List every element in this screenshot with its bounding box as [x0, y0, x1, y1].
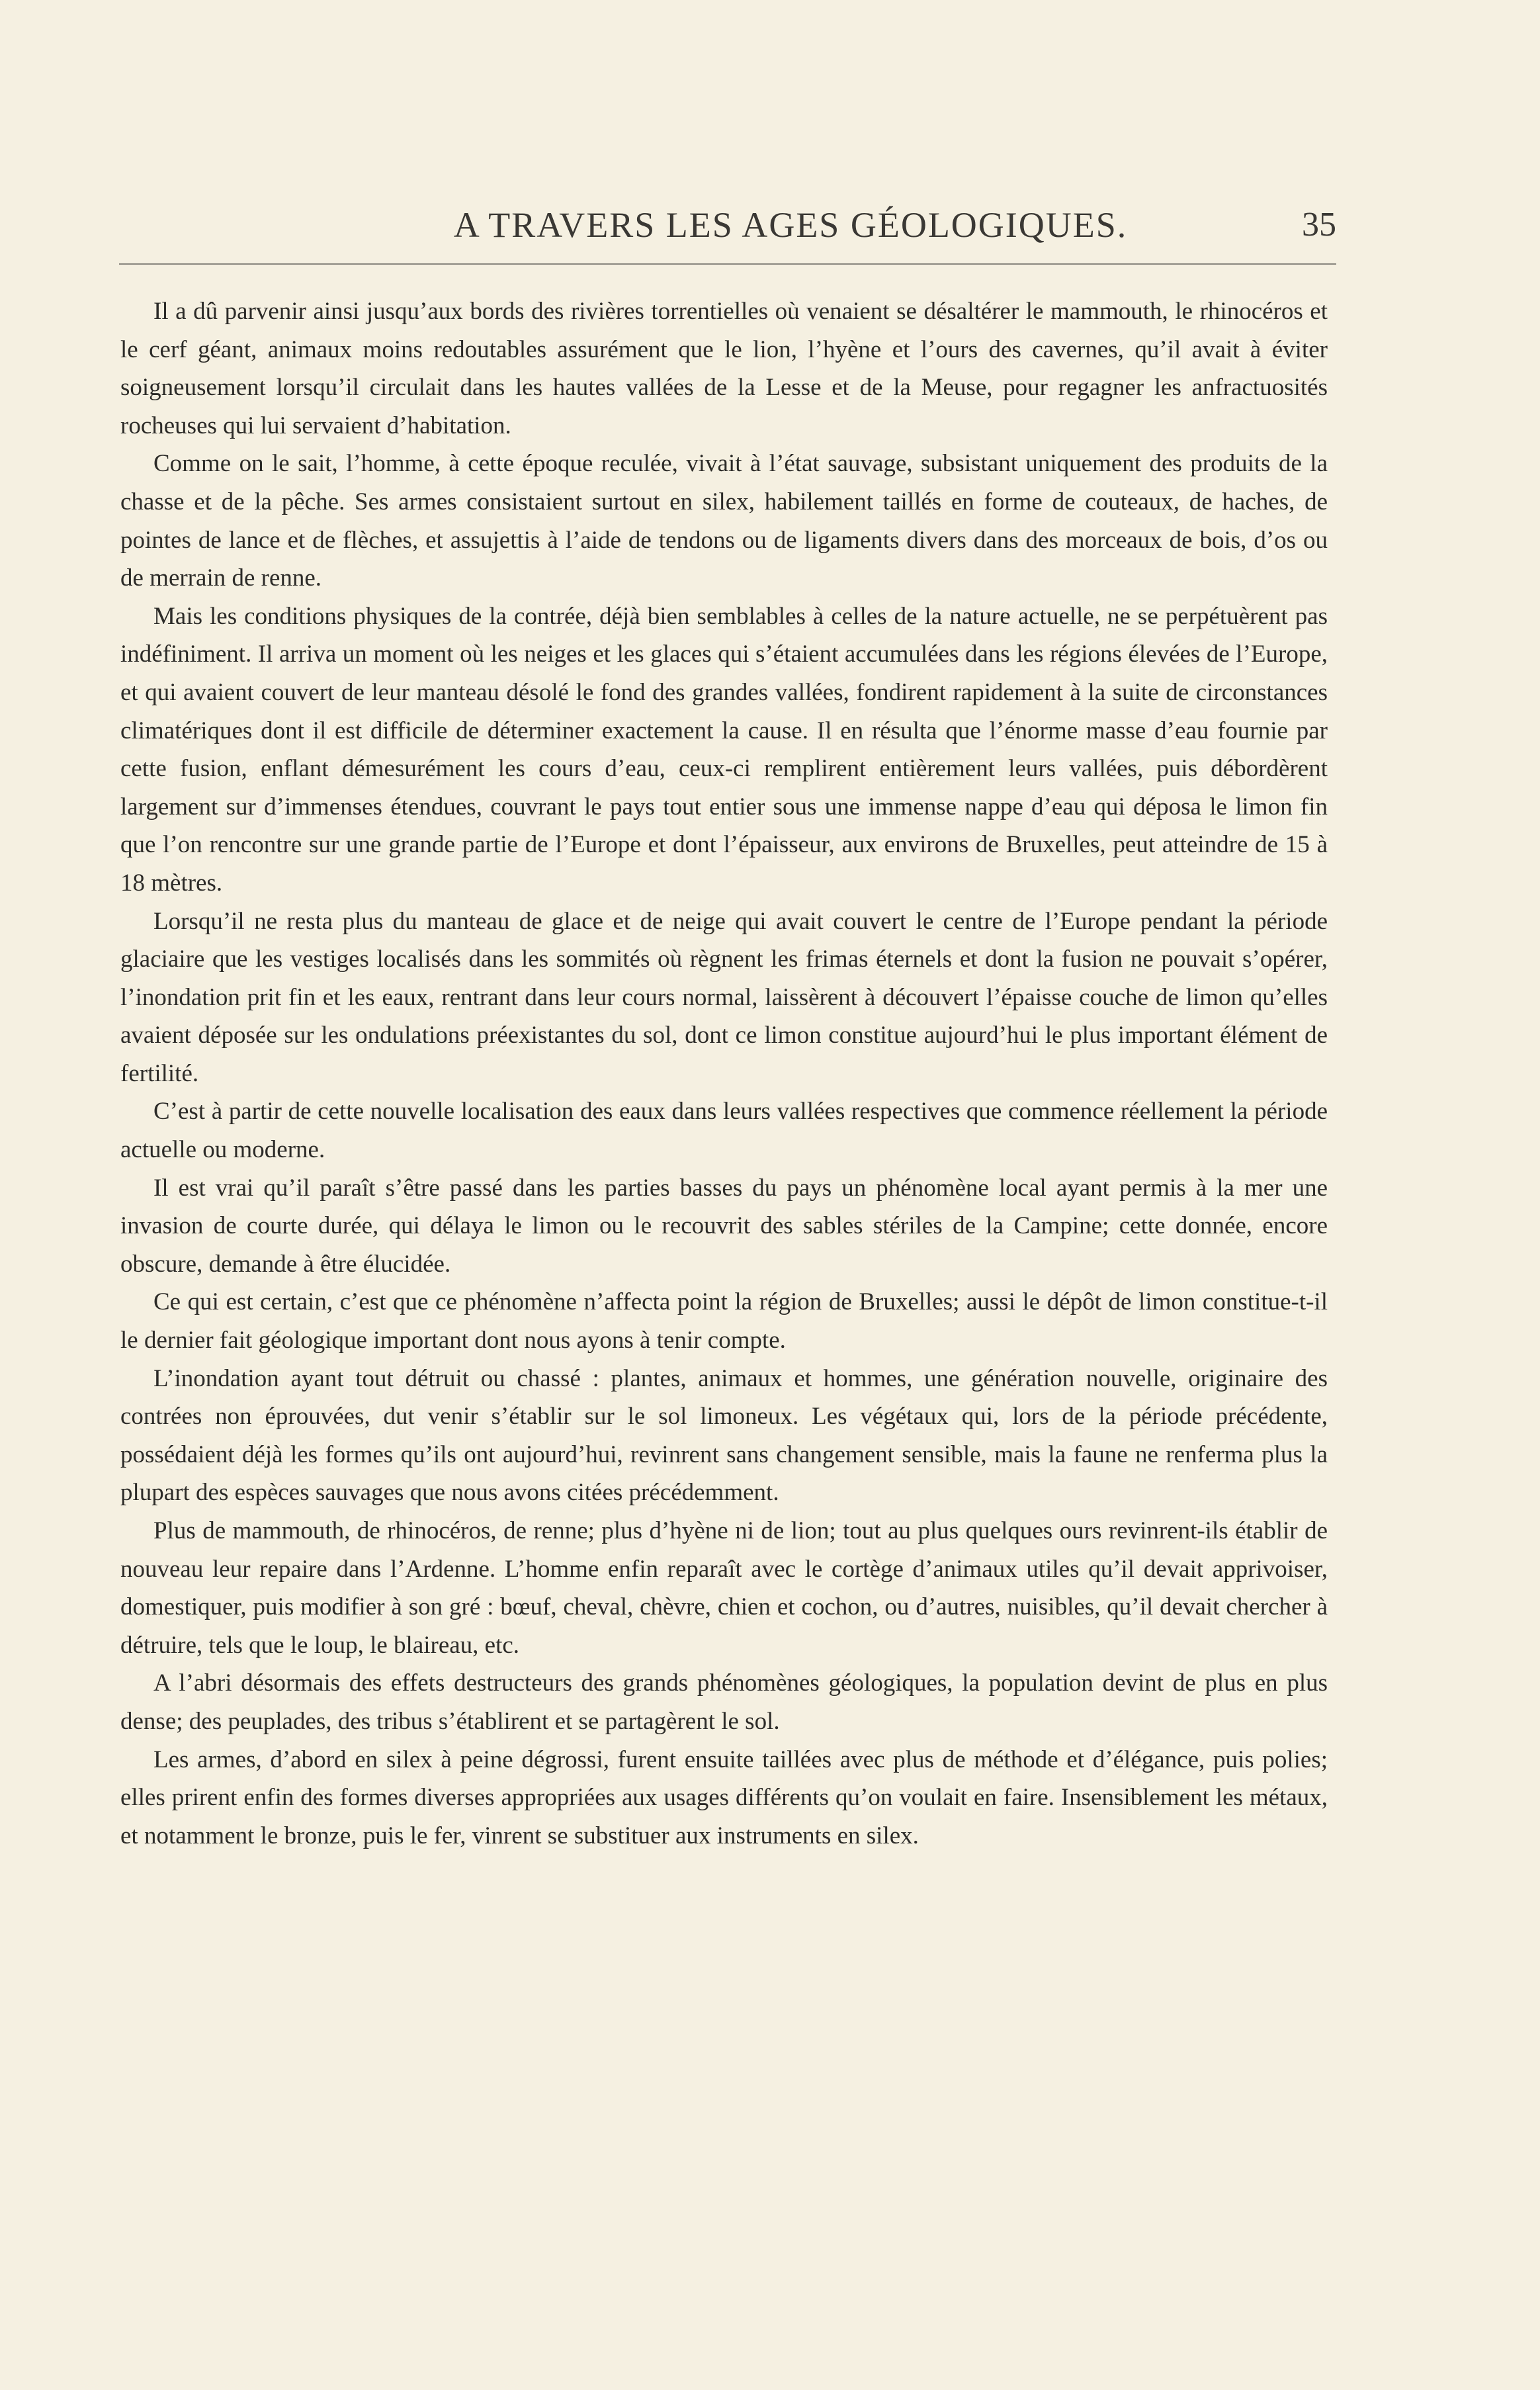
header-rule [119, 263, 1336, 265]
paragraph: Ce qui est certain, c’est que ce phénomène n’affecta point la région de Bruxelles; aussi le dépôt de limon constitue-t-il le dernier fait géologique important dont nous ayons à tenir compte. [120, 1288, 1328, 1354]
body-text [120, 292, 1328, 1855]
paragraph: Mais les conditions physiques de la contrée, déjà bien semblables à celles de la nature actuelle, ne se perpétuèrent pas indéfiniment. Il arriva un moment où les neiges et les glaces qui s’étaient accumulées dans les régions élevées de l’Europe, et qui avaient couvert de leur manteau désolé le fond des grandes vallées, fondirent rapidement à la suite de circonstances climatériques dont il est difficile de déterminer exactement la cause. Il en résulta que l’énorme masse d’eau fournie par cette fusion, enflant démesurément les cours d’eau, ceux-ci remplirent entièrement leurs vallées, puis débordèrent largement sur d’immenses étendues, couvrant le pays tout entier sous une immense nappe d’eau qui déposa le limon fin que l’on rencontre sur une grande partie de l’Europe et dont l’épaisseur, aux environs de Bruxelles, peut atteindre de 15 à 18 mètres. [120, 602, 1328, 897]
paragraph: Lorsqu’il ne resta plus du manteau de glace et de neige qui avait couvert le centre de l’Europe pendant la période glaciaire que les vestiges localisés dans les sommités où règnent les frimas éternels et dont la fusion ne pouvait s’opérer, l’inondation prit fin et les eaux, rentrant dans leur cours normal, laissèrent à découvert l’épaisse couche de limon qu’elles avaient déposée sur les ondulations préexistantes du sol, dont ce limon constitue aujourd’hui le plus important élément de fertilité. [120, 907, 1328, 1087]
paragraph: Il a dû parvenir ainsi jusqu’aux bords des rivières torrentielles où venaient se désaltérer le mammouth, le rhinocéros et le cerf géant, animaux moins redoutables assurément que le lion, l’hyène et l’ours des cavernes, qu’il avait à éviter soigneusement lorsqu’il circulait dans les hautes vallées de la Lesse et de la Meuse, pour regagner les anfractuosités rocheuses qui lui servaient d’habitation. [120, 298, 1328, 439]
running-title: A TRAVERS LES AGES GÉOLOGIQUES. [453, 205, 1128, 245]
paragraph: Comme on le sait, l’homme, à cette époque reculée, vivait à l’état sauvage, subsistant uniquement des produits de la chasse et de la pêche. Ses armes consistaient surtout en silex, habilement taillés en forme de couteaux, de haches, de pointes de lance et de flèches, et assujettis à l’aide de tendons ou de ligaments divers dans des morceaux de bois, d’os ou de merrain de renne. [120, 450, 1328, 592]
paragraph: L’inondation ayant tout détruit ou chassé : plantes, animaux et hommes, une génération nouvelle, originaire des contrées non éprouvées, dut venir s’établir sur le sol limoneux. Les végétaux qui, lors de la période précédente, possédaient déjà les formes qu’ils ont aujourd’hui, revinrent sans changement sensible, mais la faune ne renferma plus la plupart des espèces sauvages que nous avons citées précédemment. [120, 1364, 1328, 1507]
paragraph: Il est vrai qu’il paraît s’être passé dans les parties basses du pays un phénomène local ayant permis à la mer une invasion de courte durée, qui délaya le limon ou le recouvrit des sables stériles de la Campine; cette donnée, encore obscure, demande à être élucidée. [120, 1174, 1328, 1278]
running-header [119, 199, 1336, 251]
paragraph: A l’abri désormais des effets destructeurs des grands phénomènes géologiques, la population devint de plus en plus dense; des peuplades, des tribus s’établirent et se partagèrent le sol. [120, 1669, 1328, 1735]
paragraph: Les armes, d’abord en silex à peine dégrossi, furent ensuite taillées avec plus de méthode et d’élégance, puis polies; elles prirent enfin des formes diverses appropriées aux usages différents qu’on voulait en faire. Insensiblement les métaux, et notamment le bronze, puis le fer, vinrent se substituer aux instruments en silex. [120, 1746, 1328, 1849]
paragraph: C’est à partir de cette nouvelle localisation des eaux dans leurs vallées respectives que commence réellement la période actuelle ou moderne. [120, 1098, 1328, 1164]
page-number: 35 [1302, 206, 1336, 243]
paragraph: Plus de mammouth, de rhinocéros, de renne; plus d’hyène ni de lion; tout au plus quelques ours revinrent-ils établir de nouveau leur repaire dans l’Ardenne. L’homme enfin reparaît avec le cortège d’animaux utiles qu’il devait apprivoiser, domestiquer, puis modifier à son gré : bœuf, cheval, chèvre, chien et cochon, ou d’autres, nuisibles, qu’il devait chercher à détruire, tels que le loup, le blaireau, etc. [120, 1517, 1328, 1659]
